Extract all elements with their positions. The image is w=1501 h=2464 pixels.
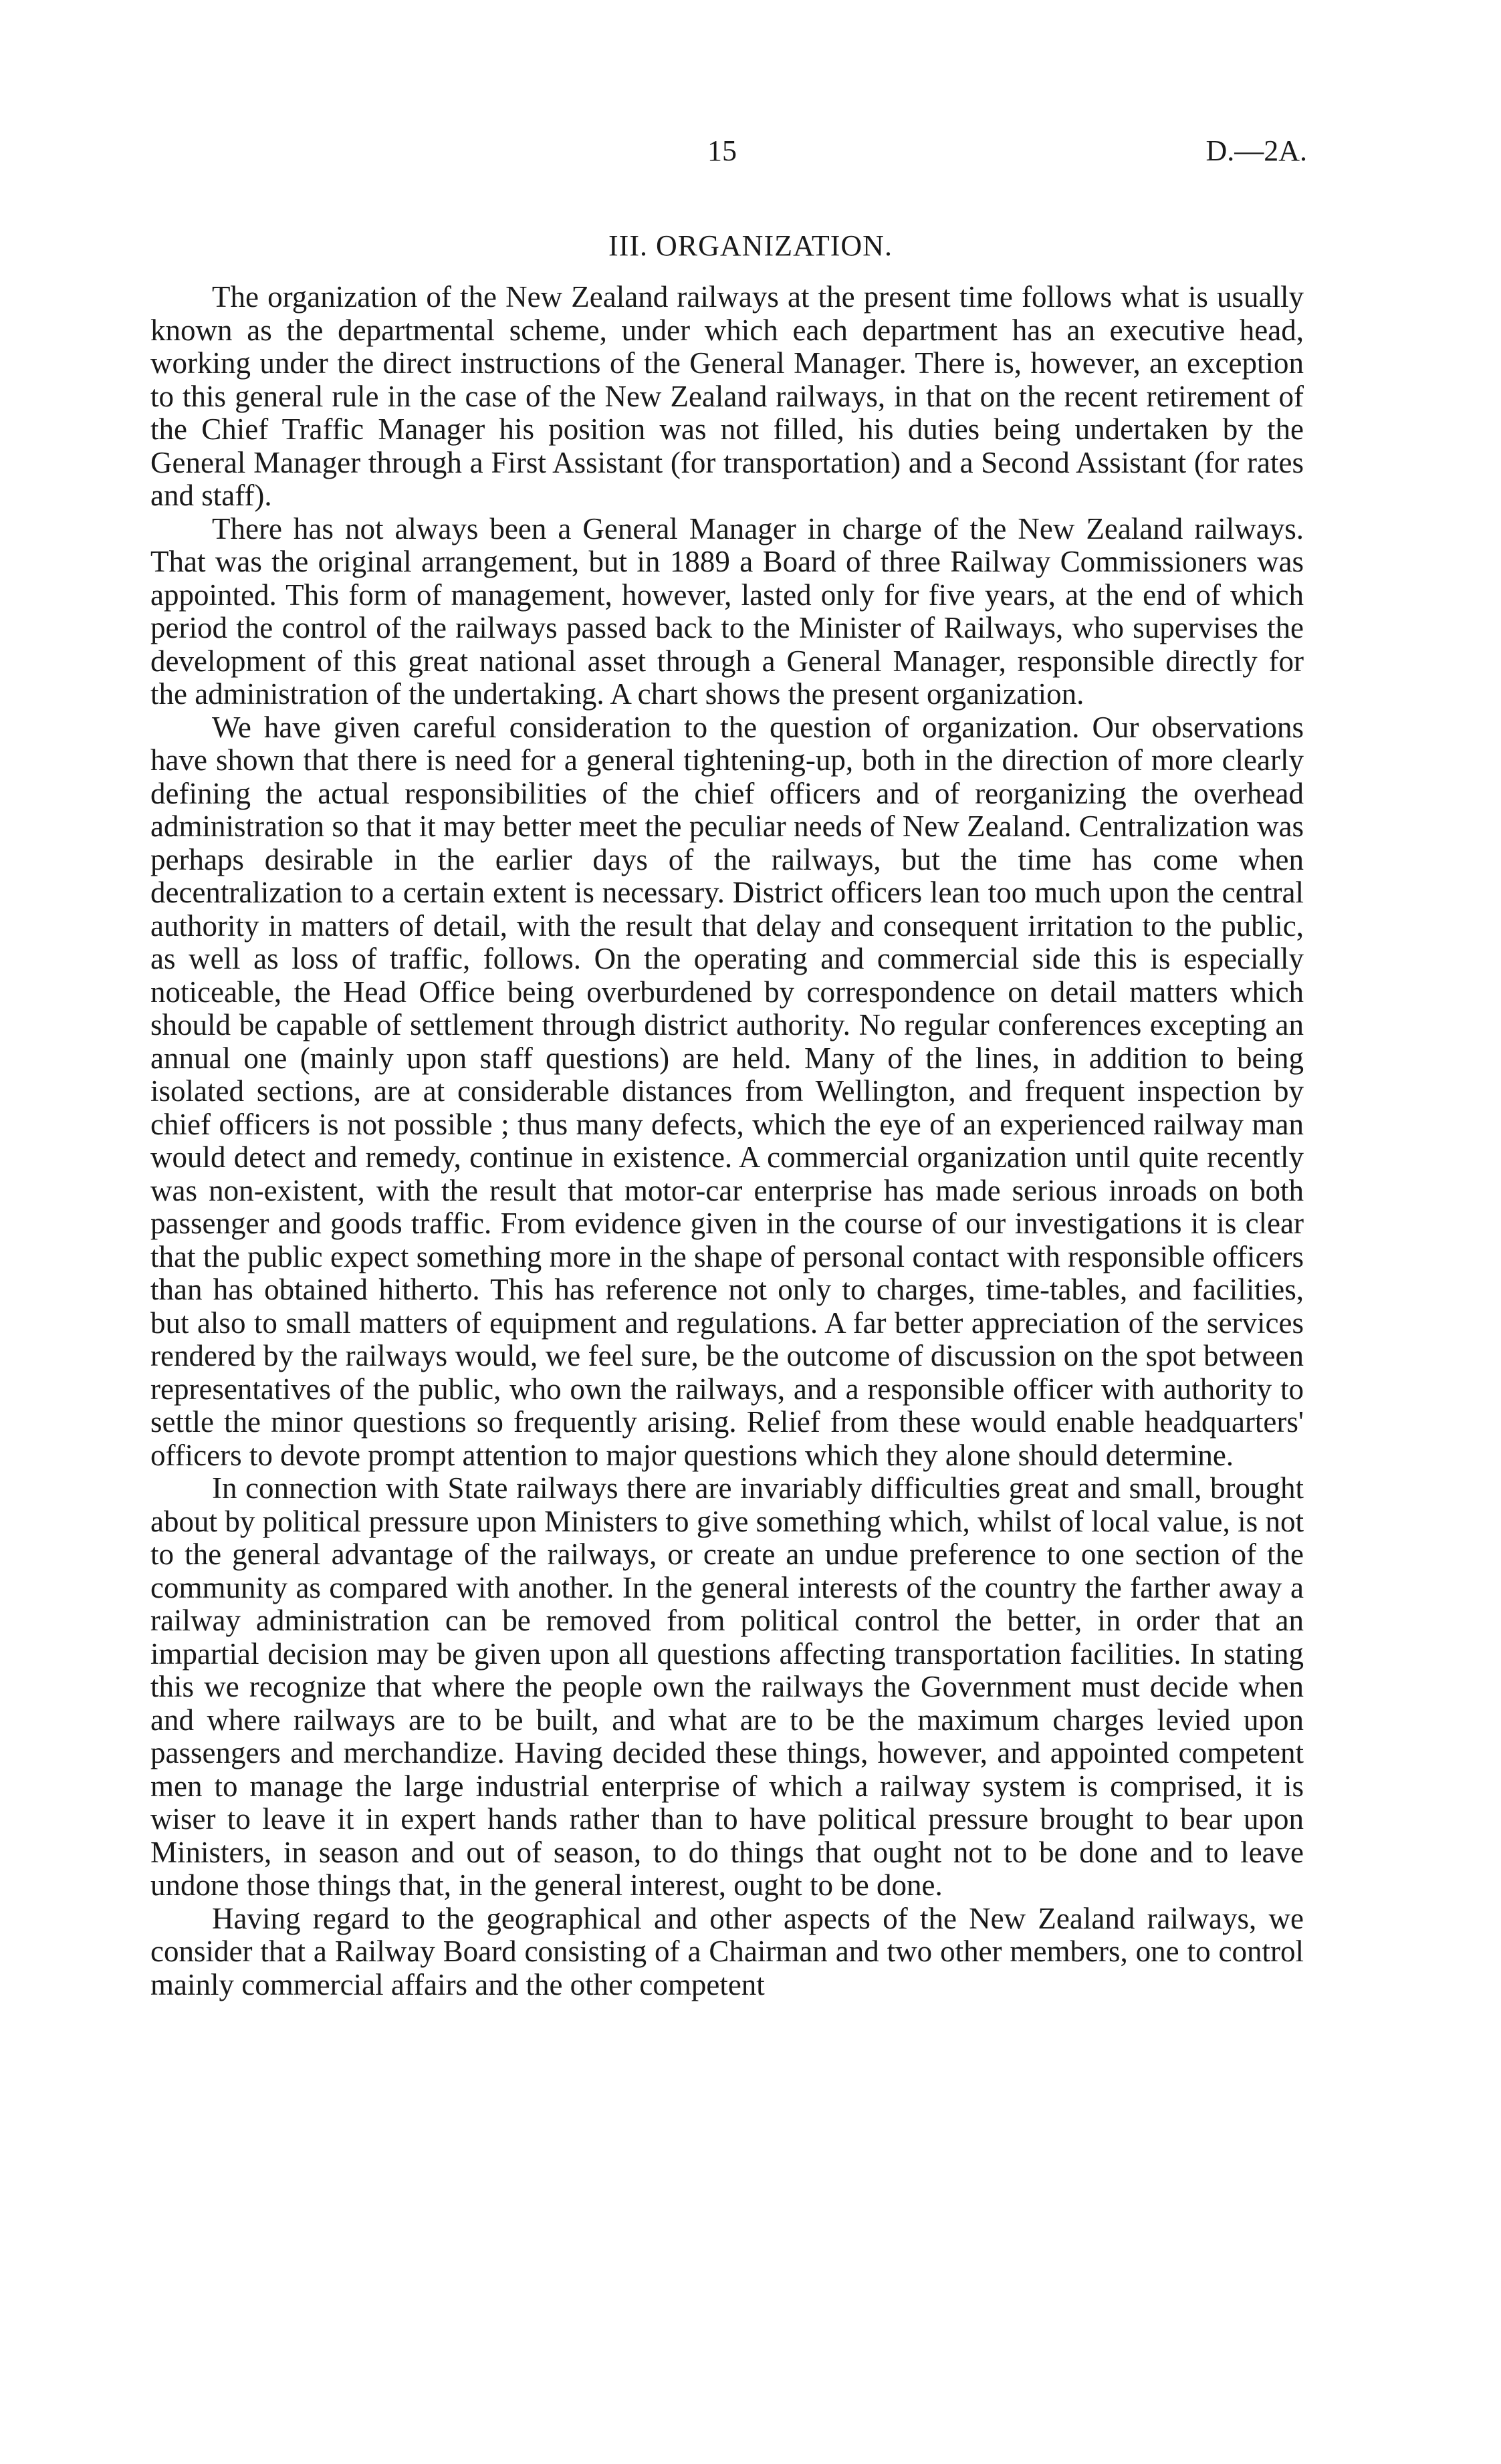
document-reference: D.—2A. (1205, 134, 1307, 167)
paragraph-5: Having regard to the geographical and other aspects of the New Zealand railways, we consider that a Railway Board consisting of a Chairman and two other members, one to control mainly commercial affairs and the other competent (150, 1901, 1304, 2001)
paragraph-1: The organization of the New Zealand railways at the present time follows what is usually known as the departmental scheme, under which each department has an executive head, working under the direct instructions of the General Manager. There is, however, an exception to this general rule in the case of the New Zealand railways, in that on the recent retirement of the Chief Traffic Manager his position was not filled, his duties being undertaken by the General Manager through a First Assistant (for transportation) and a Second Assistant (for rates and staff). (150, 280, 1304, 512)
body-text (150, 281, 1304, 2001)
paragraph-2: There has not always been a General Manager in charge of the New Zealand railways. That was the original arrangement, but in 1889 a Board of three Railway Commissioners was appointed. This form of management, however, lasted only for five years, at the end of which period the control of the railways passed back to the Minister of Railways, who supervises the development of this great national asset through a General Manager, responsible directly for the administration of the undertaking. A chart shows the present organization. (150, 511, 1304, 711)
paragraph-3: We have given careful consideration to the question of organization. Our observations have shown that there is need for a general tightening-up, both in the direction of more clearly defining the actual responsibilities of the chief officers and of reorganizing the overhead administration so that it may better meet the peculiar needs of New Zealand. Centralization was perhaps desirable in the earlier days of the railways, but the time has come when decentralization to a certain extent is necessary. District officers lean too much upon the central authority in matters of detail, with the result that delay and consequent irritation to the public, as well as loss of traffic, follows. On the operating and commercial side this is especially noticeable, the Head Office being overburdened by correspondence on detail matters which should be capable of settlement through district authority. No regular conferences excepting an annual one (mainly upon staff questions) are held. Many of the lines, in addition to being isolated sections, are at considerable distances from Wellington, and frequent inspection by chief officers is not possible ; thus many defects, which the eye of an experienced railway man would detect and remedy, continue in existence. A commercial organization until quite recently was non-existent, with the result that motor-car enterprise has made serious inroads on both passenger and goods traffic. From evidence given in the course of our investigations it is clear that the public expect something more in the shape of personal contact with responsible officers than has obtained hitherto. This has reference not only to charges, time-tables, and facilities, but also to small matters of equipment and regulations. A far better appreciation of the services rendered by the railways would, we feel sure, be the outcome of discussion on the spot between representatives of the public, who own the railways, and a responsible officer with authority to settle the minor questions so frequently arising. Relief from these would enable headquarters' officers to devote prompt attention to major questions which they alone should determine. (150, 710, 1304, 1472)
paragraph-4: In connection with State railways there are invariably difficulties great and small, brought about by political pressure upon Ministers to give something which, whilst of local value, is not to the general advantage of the railways, or create an undue preference to one section of the community as compared with another. In the general interests of the country the farther away a railway administration can be removed from political control the better, in order that an impartial decision may be given upon all questions affecting transportation facilities. In stating this we recognize that where the people own the railways the Government must decide when and where railways are to be built, and what are to be the maximum charges levied upon passengers and merchandize. Having decided these things, however, and appointed competent men to manage the large industrial enterprise of which a railway system is comprised, it is wiser to leave it in expert hands rather than to have political pressure brought to bear upon Ministers, in season and out of season, to do things that ought not to be done and to leave undone those things that, in the general interest, ought to be done. (150, 1471, 1304, 1902)
section-title: III. ORGANIZATION. (608, 229, 893, 262)
page-number: 15 (707, 134, 737, 167)
